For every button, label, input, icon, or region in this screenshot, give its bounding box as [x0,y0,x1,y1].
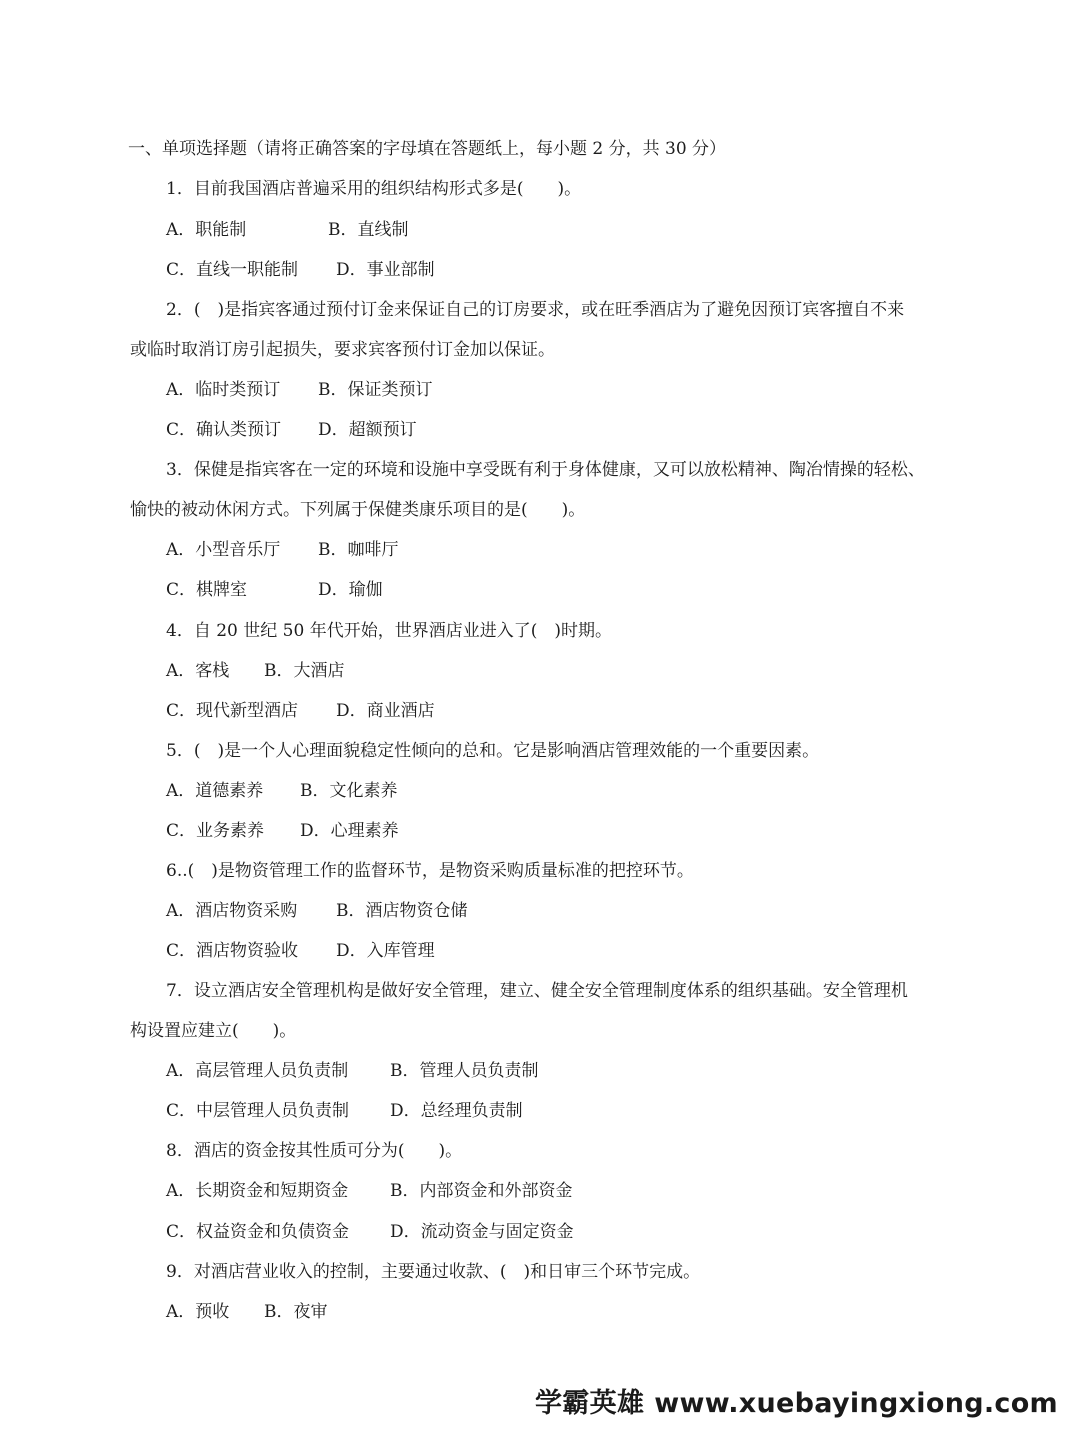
option-a: A．道德素养 [166,781,264,801]
question-2-text-cont: 或临时取消订房引起损失，要求宾客预付订金加以保证。 [130,340,555,360]
option-b: B．酒店物资仓储 [336,901,468,921]
option-d: D．流动资金与固定资金 [390,1222,574,1242]
option-a: A．客栈 [166,661,230,681]
question-6-text: 6..( )是物资管理工作的监督环节，是物资采购质量标准的把控环节。 [166,861,694,881]
question-2-options-row-2 [166,418,417,442]
option-a: A．职能制 [166,220,247,240]
question-5-options-row-1 [166,779,398,803]
option-d: D．商业酒店 [336,701,435,721]
option-a: A．高层管理人员负责制 [166,1061,349,1081]
question-2-text: 2．( )是指宾客通过预付订金来保证自己的订房要求，或在旺季酒店为了避免因预订宾客擅自不来 [166,300,905,320]
option-b: B．保证类预订 [318,380,433,400]
option-d: D．入库管理 [336,941,435,961]
option-b: B．直线制 [328,220,409,240]
question-8-text: 8．酒店的资金按其性质可分为( )。 [166,1141,463,1161]
option-a: A．临时类预订 [166,380,281,400]
option-c: C．中层管理人员负责制 [166,1101,350,1121]
section-title: 一、单项选择题（请将正确答案的字母填在答题纸上，每小题 2 分，共 30 分） [128,139,727,159]
option-d: D．总经理负责制 [390,1101,523,1121]
option-c: C．棋牌室 [166,580,248,600]
option-a: A．酒店物资采购 [166,901,298,921]
question-5-text: 5．( )是一个人心理面貌稳定性倾向的总和。它是影响酒店管理效能的一个重要因素。 [166,741,820,761]
question-3-options-row-2 [166,578,383,602]
question-7-options-row-1 [166,1059,539,1083]
option-c: C．权益资金和负债资金 [166,1222,350,1242]
question-1-options-row-1 [166,218,409,242]
question-9-options-row-1 [166,1300,328,1324]
question-3-text: 3．保健是指宾客在一定的环境和设施中享受既有利于身体健康，又可以放松精神、陶冶情操的轻松、 [166,460,925,480]
option-c: C．确认类预订 [166,420,282,440]
question-4-options-row-1 [166,659,345,683]
question-8-options-row-2 [166,1220,574,1244]
option-d: D．事业部制 [336,260,435,280]
option-c: C．直线一职能制 [166,260,299,280]
option-a: A．长期资金和短期资金 [166,1181,349,1201]
question-9-text: 9．对酒店营业收入的控制，主要通过收款、( )和日审三个环节完成。 [166,1262,701,1282]
option-b: B．咖啡厅 [318,540,399,560]
option-d: D．心理素养 [300,821,399,841]
question-1-text: 1．目前我国酒店普遍采用的组织结构形式多是( )。 [166,179,582,199]
question-7-text: 7．设立酒店安全管理机构是做好安全管理，建立、健全安全管理制度体系的组织基础。安全管理机 [166,981,908,1001]
question-8-options-row-1 [166,1179,573,1203]
option-b: B．夜审 [264,1302,328,1322]
watermark-url: www.xuebayingxiong.com [654,1388,1058,1419]
watermark [535,1381,1058,1420]
option-a: A．小型音乐厅 [166,540,281,560]
option-d: D．超额预订 [318,420,417,440]
question-1-options-row-2 [166,258,435,282]
option-b: B．管理人员负责制 [390,1061,539,1081]
option-c: C．现代新型酒店 [166,701,299,721]
question-4-options-row-2 [166,699,435,723]
question-6-options-row-2 [166,939,435,963]
question-4-text: 4．自 20 世纪 50 年代开始，世界酒店业进入了( )时期。 [166,621,612,641]
question-5-options-row-2 [166,819,399,843]
question-7-options-row-2 [166,1099,523,1123]
question-3-text-cont: 愉快的被动休闲方式。下列属于保健类康乐项目的是( )。 [130,500,586,520]
option-b: B．大酒店 [264,661,345,681]
question-6-options-row-1 [166,899,468,923]
option-d: D．瑜伽 [318,580,383,600]
option-b: B．文化素养 [300,781,398,801]
option-c: C．业务素养 [166,821,265,841]
question-2-options-row-1 [166,378,433,402]
watermark-brand: 学霸英雄 [535,1388,645,1419]
option-b: B．内部资金和外部资金 [390,1181,573,1201]
question-7-text-cont: 构设置应建立( )。 [130,1021,297,1041]
option-a: A．预收 [166,1302,230,1322]
option-c: C．酒店物资验收 [166,941,299,961]
question-3-options-row-1 [166,538,399,562]
